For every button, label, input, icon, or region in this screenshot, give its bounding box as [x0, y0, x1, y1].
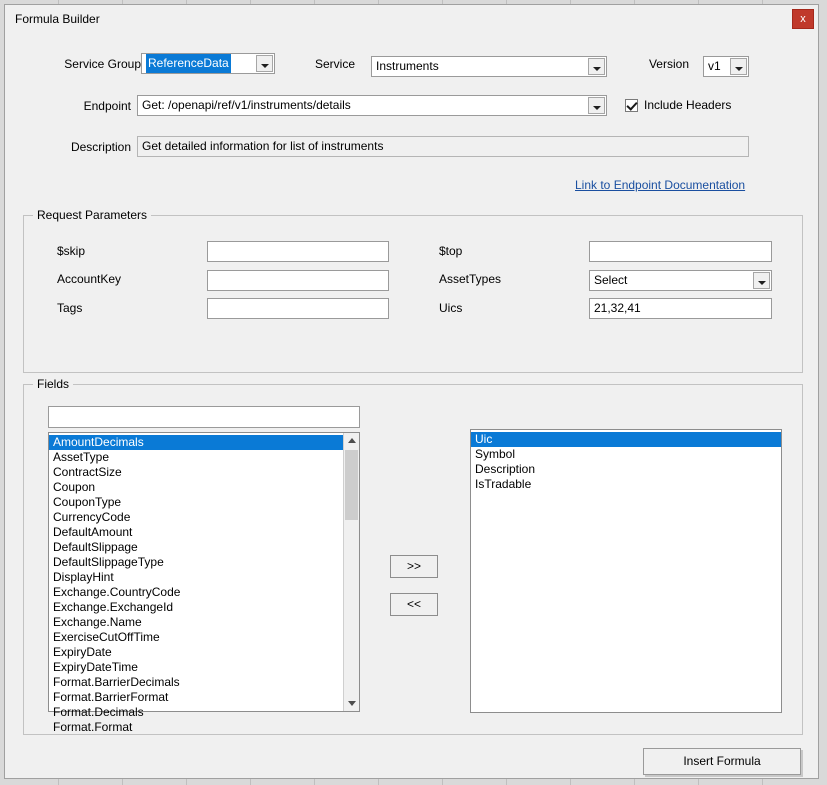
available-field-item[interactable]: ExpiryDateTime [53, 660, 138, 674]
available-field-item[interactable]: AssetType [53, 450, 110, 464]
available-field-item[interactable]: DefaultSlippage [53, 540, 138, 554]
scroll-up-icon[interactable] [344, 433, 359, 449]
endpoint-label: Endpoint [83, 99, 131, 113]
request-parameters-group [23, 208, 803, 373]
tags-label: Tags [57, 301, 83, 315]
service-label: Service [314, 57, 355, 71]
service-combo[interactable] [371, 56, 607, 77]
assettypes-value: Select [594, 273, 628, 287]
description-label: Description [70, 140, 131, 154]
available-field-item[interactable]: Format.BarrierFormat [53, 690, 169, 704]
available-field-item[interactable]: Exchange.CountryCode [53, 585, 181, 599]
top-input[interactable] [589, 241, 772, 262]
close-button[interactable]: x [792, 9, 814, 29]
service-group-combo[interactable] [141, 53, 275, 74]
service-group-value: ReferenceData [146, 54, 231, 73]
scroll-down-icon[interactable] [344, 695, 359, 711]
selected-field-item[interactable]: Uic [471, 432, 781, 447]
scrollbar-thumb[interactable] [345, 450, 358, 520]
available-field-item[interactable]: ContractSize [53, 465, 122, 479]
assettypes-label: AssetTypes [439, 272, 502, 286]
selected-field-item[interactable]: Description [475, 462, 536, 476]
available-field-item[interactable]: Coupon [53, 480, 96, 494]
chevron-down-icon[interactable] [588, 97, 605, 114]
chevron-down-icon[interactable] [730, 58, 747, 75]
include-headers-label: Include Headers [644, 98, 732, 112]
skip-input[interactable] [207, 241, 389, 262]
description-value: Get detailed information for list of instruments [137, 136, 749, 157]
available-field-item[interactable]: Format.Format [53, 720, 133, 734]
available-field-item[interactable]: Exchange.Name [53, 615, 142, 629]
insert-formula-button[interactable]: Insert Formula [643, 748, 801, 775]
endpoint-value: Get: /openapi/ref/v1/instruments/details [142, 98, 351, 112]
accountkey-input[interactable] [207, 270, 389, 291]
chevron-down-icon[interactable] [753, 272, 770, 289]
available-field-item[interactable]: ExerciseCutOffTime [53, 630, 160, 644]
chevron-down-icon[interactable] [588, 58, 605, 75]
selected-field-item[interactable]: Symbol [475, 447, 516, 461]
version-label: Version [648, 57, 689, 71]
fields-filter-input[interactable] [48, 406, 360, 428]
endpoint-combo[interactable] [137, 95, 607, 116]
available-field-item[interactable]: DefaultAmount [53, 525, 133, 539]
version-combo[interactable] [703, 56, 749, 77]
fields-group [23, 377, 803, 735]
skip-label: $skip [57, 244, 86, 258]
available-fields-listbox[interactable] [48, 432, 360, 734]
assettypes-combo[interactable] [589, 270, 772, 291]
title-bar [5, 5, 818, 35]
formula-builder-dialog [4, 4, 819, 779]
uics-label: Uics [439, 301, 463, 315]
available-field-item[interactable]: Exchange.ExchangeId [53, 600, 174, 614]
accountkey-label: AccountKey [57, 272, 122, 286]
uics-input[interactable]: 21,32,41 [589, 298, 772, 319]
tags-input[interactable] [207, 298, 389, 319]
remove-field-button[interactable]: << [390, 593, 438, 616]
endpoint-documentation-link[interactable]: Link to Endpoint Documentation [575, 178, 746, 192]
add-field-button[interactable]: >> [390, 555, 438, 578]
available-field-item[interactable]: CouponType [53, 495, 122, 509]
version-value: v1 [708, 59, 721, 73]
available-fields-scrollbar[interactable] [343, 433, 359, 711]
available-field-item[interactable]: ExpiryDate [53, 645, 112, 659]
available-field-item[interactable]: Format.BarrierDecimals [53, 675, 180, 689]
available-field-item[interactable]: DefaultSlippageType [53, 555, 164, 569]
available-field-item[interactable]: Format.Decimals [53, 705, 144, 719]
include-headers-checkbox[interactable] [625, 98, 765, 114]
available-field-item[interactable]: CurrencyCode [53, 510, 131, 524]
selected-fields-listbox[interactable] [470, 429, 782, 713]
request-parameters-title: Request Parameters [33, 208, 151, 222]
service-group-label: Service Group [64, 57, 141, 71]
service-value: Instruments [376, 59, 439, 73]
available-field-item[interactable]: AmountDecimals [49, 435, 343, 450]
fields-title: Fields [33, 377, 73, 391]
available-field-item[interactable]: DisplayHint [53, 570, 114, 584]
chevron-down-icon[interactable] [256, 55, 273, 72]
selected-field-item[interactable]: IsTradable [475, 477, 532, 491]
window-title: Formula Builder [15, 12, 100, 26]
checkbox-check-icon[interactable] [625, 99, 638, 112]
top-label: $top [439, 244, 463, 258]
